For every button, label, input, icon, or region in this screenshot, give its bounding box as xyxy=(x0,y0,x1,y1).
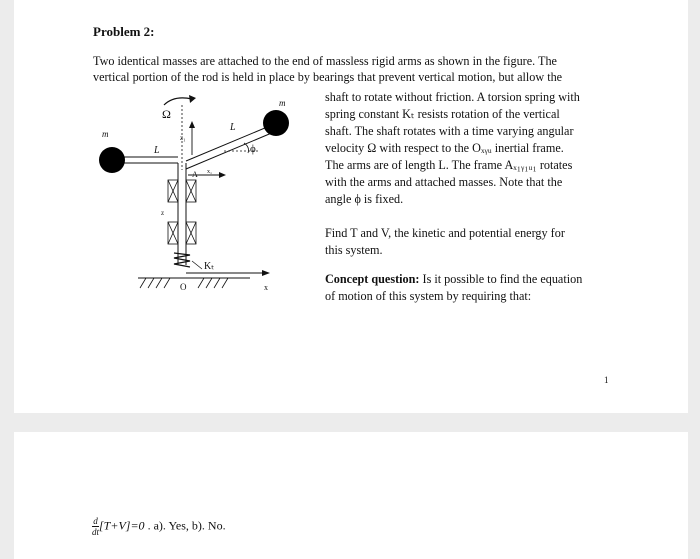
problem-line-2: vertical portion of the rod is held in place by bearings that prevent vertical motion, but allow the xyxy=(93,70,563,84)
problem-line-8: with the arms and attached masses. Note that the xyxy=(325,175,563,189)
label-z1: z₁ xyxy=(180,134,186,142)
problem-line-7: The arms are of length L. The frame Aₓ₁ᵧ₁ᵤ₁ rotates xyxy=(325,158,573,172)
x-arrowhead-icon xyxy=(262,270,270,276)
label-x: x xyxy=(264,283,268,292)
equation-body: [T+V]=0 xyxy=(99,518,145,533)
problem-line-3: shaft to rotate without friction. A torsion spring with xyxy=(325,90,580,104)
problem-title: Problem 2: xyxy=(93,24,155,39)
fraction-numerator: d xyxy=(93,516,98,526)
x1-arrowhead-icon xyxy=(219,172,226,178)
answer-options: . a). Yes, b). No. xyxy=(144,518,226,533)
concept-label: Concept question: xyxy=(325,272,420,286)
task-line-1: Find T and V, the kinetic and potential energy for xyxy=(325,226,565,240)
page-number: 1 xyxy=(604,375,609,385)
spring-leader xyxy=(192,261,202,269)
rotation-arrowhead-icon xyxy=(189,95,196,103)
label-m-right: m xyxy=(279,98,286,108)
problem-line-9: angle ϕ is fixed. xyxy=(325,192,404,206)
mass-right xyxy=(263,110,289,136)
bearing-lower xyxy=(168,222,196,244)
label-A: A xyxy=(192,170,198,179)
label-L-right: L xyxy=(230,122,236,133)
concept-line-1 xyxy=(325,272,582,287)
label-m-left: m xyxy=(102,129,109,139)
right-arm-top xyxy=(186,125,272,161)
task-line-2: this system. xyxy=(325,243,383,257)
right-arm-bottom xyxy=(186,132,274,169)
problem-line-5: shaft. The shaft rotates with a time varying angular xyxy=(325,124,574,138)
derivative-fraction xyxy=(92,516,99,537)
torsion-spring-icon xyxy=(174,253,190,267)
label-x1: x₁ xyxy=(207,169,213,175)
label-z: z xyxy=(161,209,165,217)
energy-equation xyxy=(92,516,226,537)
problem-line-6: velocity Ω with respect to the Oₓᵧᵤ inertial frame. xyxy=(325,141,564,155)
problem-line-4: spring constant Kₜ resists rotation of the vertical xyxy=(325,107,560,121)
rotation-arrow-icon xyxy=(164,98,192,105)
page-one xyxy=(14,0,688,413)
bearing-upper xyxy=(168,180,196,202)
mass-left xyxy=(99,147,125,173)
concept-text-1: Is it possible to find the equation xyxy=(419,272,583,286)
z1-arrowhead-icon xyxy=(189,121,195,128)
label-phi: ϕ xyxy=(250,143,256,155)
concept-line-2: of motion of this system by requiring that: xyxy=(325,289,532,303)
fraction-denominator: dt xyxy=(92,527,100,537)
label-L-left: L xyxy=(154,145,160,156)
label-omega: Ω xyxy=(162,107,171,121)
page-two xyxy=(14,432,688,559)
mechanism-figure xyxy=(74,85,304,305)
label-O: O xyxy=(180,282,187,292)
problem-line-1: Two identical masses are attached to the end of massless rigid arms as shown in the figure. The xyxy=(93,54,557,68)
label-Kt: Kₜ xyxy=(204,261,215,272)
